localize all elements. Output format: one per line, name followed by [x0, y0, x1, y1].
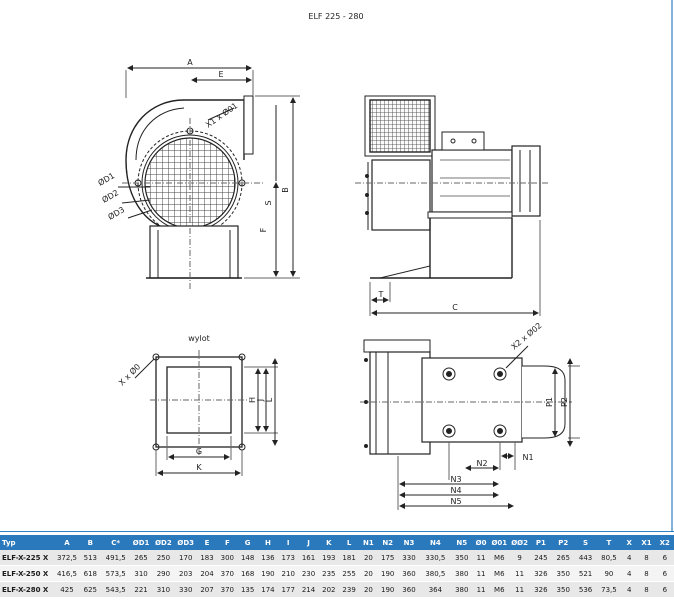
drawing-title: ELF 225 - 280	[308, 12, 364, 21]
dim-L: L	[265, 397, 274, 403]
table-cell: 4	[621, 582, 637, 598]
table-cell: 80,5	[597, 550, 621, 566]
table-header-cell: B	[79, 535, 101, 550]
dimensions-table	[0, 535, 674, 598]
table-cell: 190	[258, 566, 278, 582]
dim-S: S	[264, 200, 273, 206]
table-cell: 491,5	[102, 550, 130, 566]
table-cell: 350	[552, 582, 574, 598]
table-cell: 148	[237, 550, 257, 566]
table-header-cell: G	[237, 535, 257, 550]
table-cell: 372,5	[55, 550, 79, 566]
dim-P2: P2	[560, 397, 569, 407]
table-cell: 380	[451, 582, 473, 598]
dim-X2-D02: X2 x Ø02	[509, 320, 544, 352]
dim-X-D0: X x Ø0	[117, 362, 143, 388]
table-cell: 513	[79, 550, 101, 566]
table-cell: 20	[359, 582, 377, 598]
table-cell: 204	[197, 566, 217, 582]
table-cell: 190	[378, 582, 398, 598]
table-header-cell: J	[298, 535, 318, 550]
table-cell: 8	[637, 550, 655, 566]
table-header-cell: L	[339, 535, 359, 550]
table-cell: 168	[237, 566, 257, 582]
table-row	[0, 582, 674, 598]
table-header-cell: C*	[102, 535, 130, 550]
dim-H: H	[248, 396, 257, 404]
table-row	[0, 566, 674, 582]
table-header-cell: X2	[656, 535, 674, 550]
table-header-cell: P1	[530, 535, 552, 550]
dim-X1-D01: X1 x Ø01	[203, 101, 240, 130]
table-header-cell: Typ	[0, 535, 55, 550]
table-header-cell: Ø01	[489, 535, 509, 550]
outlet-view-label: wylot	[188, 334, 210, 343]
table-cell: 9	[509, 550, 529, 566]
table-cell: 425	[55, 582, 79, 598]
table-cell: 521	[574, 566, 596, 582]
table-cell: 536	[574, 582, 596, 598]
table-header-cell: ØD3	[175, 535, 197, 550]
table-body	[0, 550, 674, 598]
table-cell: 221	[130, 582, 152, 598]
table-cell: 210	[278, 566, 298, 582]
table-header-cell: N5	[451, 535, 473, 550]
table-cell: 11	[473, 566, 489, 582]
table-cell: 11	[509, 566, 529, 582]
table-header-cell: N1	[359, 535, 377, 550]
table-header-cell: K	[319, 535, 339, 550]
table-cell: 175	[378, 550, 398, 566]
table-cell: 239	[339, 582, 359, 598]
table-cell: 6	[656, 566, 674, 582]
outlet-view-labels	[116, 334, 274, 472]
table-cell: 181	[339, 550, 359, 566]
table-cell: 20	[359, 550, 377, 566]
table-header-cell: H	[258, 535, 278, 550]
dim-P1: P1	[545, 397, 554, 407]
table-header-cell: T	[597, 535, 621, 550]
frame-divider	[0, 531, 674, 532]
table-cell: 207	[197, 582, 217, 598]
table-cell: 330	[175, 582, 197, 598]
table-header-cell: E	[197, 535, 217, 550]
table-cell: 326	[530, 582, 552, 598]
dim-A: A	[187, 58, 193, 67]
table-cell: 326	[530, 566, 552, 582]
table-header-cell: N4	[420, 535, 450, 550]
table-cell: 625	[79, 582, 101, 598]
table-cell: M6	[489, 550, 509, 566]
table-cell: 8	[637, 566, 655, 582]
table-header-cell: ØD1	[130, 535, 152, 550]
table-row	[0, 550, 674, 566]
table-cell: 135	[237, 582, 257, 598]
table-cell: 11	[473, 582, 489, 598]
table-header-cell: I	[278, 535, 298, 550]
table-cell: 174	[258, 582, 278, 598]
table-cell: 190	[378, 566, 398, 582]
table-cell: 618	[79, 566, 101, 582]
table-cell: 416,5	[55, 566, 79, 582]
model-name-cell: ELF-X-250 X	[0, 566, 55, 582]
table-cell: M6	[489, 582, 509, 598]
table-cell: 170	[175, 550, 197, 566]
table-cell: 245	[530, 550, 552, 566]
table-cell: 330,5	[420, 550, 450, 566]
table-cell: 235	[319, 566, 339, 582]
table-cell: 364	[420, 582, 450, 598]
table-cell: 11	[473, 550, 489, 566]
dim-N5: N5	[450, 497, 462, 506]
front-view	[118, 68, 300, 290]
table-cell: 380	[451, 566, 473, 582]
table-cell: 203	[175, 566, 197, 582]
dim-N2: N2	[476, 459, 488, 468]
table-cell: M6	[489, 566, 509, 582]
table-cell: 161	[298, 550, 318, 566]
table-cell: 290	[152, 566, 174, 582]
table-cell: 300	[217, 550, 237, 566]
table-cell: 183	[197, 550, 217, 566]
table-header-cell: P2	[552, 535, 574, 550]
table-header-cell: Ø0	[473, 535, 489, 550]
table-cell: 8	[637, 582, 655, 598]
model-name-cell: ELF-X-280 X	[0, 582, 55, 598]
table-cell: 265	[130, 550, 152, 566]
dim-D2: ØD2	[100, 188, 121, 205]
dim-C: C	[452, 303, 458, 312]
table-cell: 202	[319, 582, 339, 598]
table-header-cell: X	[621, 535, 637, 550]
table-cell: 370	[217, 566, 237, 582]
table-header-cell: X1	[637, 535, 655, 550]
dim-N4: N4	[450, 486, 462, 495]
table-cell: 230	[298, 566, 318, 582]
table-cell: 310	[152, 582, 174, 598]
table-header-cell: N3	[398, 535, 420, 550]
dim-J: J	[256, 398, 265, 402]
table-cell: 4	[621, 566, 637, 582]
table-header-cell: S	[574, 535, 596, 550]
dim-K: K	[196, 463, 202, 472]
table-cell: 310	[130, 566, 152, 582]
table-cell: 193	[319, 550, 339, 566]
table-cell: 6	[656, 582, 674, 598]
table-cell: 350	[451, 550, 473, 566]
table-cell: 250	[152, 550, 174, 566]
model-name-cell: ELF-X-225 X	[0, 550, 55, 566]
dim-D3: ØD3	[106, 205, 127, 222]
table-cell: 380,5	[420, 566, 450, 582]
table-cell: 6	[656, 550, 674, 566]
table-cell: 20	[359, 566, 377, 582]
table-header-cell: ØØ2	[509, 535, 529, 550]
dim-T: T	[378, 290, 384, 299]
table-cell: 73,5	[597, 582, 621, 598]
table-cell: 173	[278, 550, 298, 566]
table-cell: 11	[509, 582, 529, 598]
table-cell: 265	[552, 550, 574, 566]
table-header-cell: A	[55, 535, 79, 550]
dim-N3: N3	[450, 475, 462, 484]
dim-D1: ØD1	[96, 171, 117, 188]
side-view	[355, 96, 550, 316]
dim-F: F	[259, 227, 268, 233]
table-header-cell: ØD2	[152, 535, 174, 550]
table-cell: 360	[398, 582, 420, 598]
dim-B: B	[281, 187, 290, 193]
dim-G: G	[195, 447, 203, 456]
table-cell: 543,5	[102, 582, 130, 598]
outlet-view	[135, 350, 278, 476]
table-cell: 214	[298, 582, 318, 598]
base-view	[360, 340, 580, 510]
dim-E: E	[218, 70, 224, 79]
table-cell: 136	[258, 550, 278, 566]
table-cell: 360	[398, 566, 420, 582]
table-cell: 90	[597, 566, 621, 582]
table-cell: 255	[339, 566, 359, 582]
table-header-cell: N2	[378, 535, 398, 550]
dim-N1: N1	[522, 453, 534, 462]
table-cell: 330	[398, 550, 420, 566]
table-header-row	[0, 535, 674, 550]
table-cell: 443	[574, 550, 596, 566]
table-header-cell: F	[217, 535, 237, 550]
table-cell: 350	[552, 566, 574, 582]
table-cell: 370	[217, 582, 237, 598]
table-cell: 573,5	[102, 566, 130, 582]
table-cell: 177	[278, 582, 298, 598]
table-cell: 4	[621, 550, 637, 566]
